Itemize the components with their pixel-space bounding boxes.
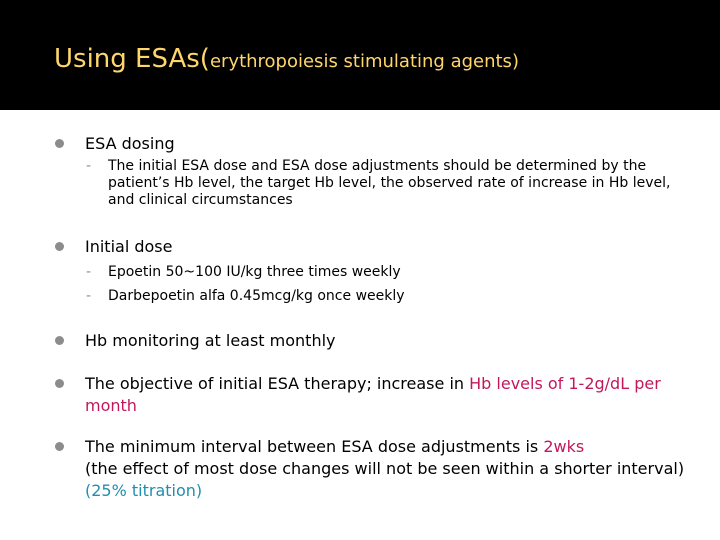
bullet-dot: [55, 139, 64, 148]
bullet-dot: [55, 336, 64, 345]
interval-text: The minimum interval between ESA dose adjustments is: [85, 437, 544, 456]
bullet-dot: [55, 442, 64, 451]
bullet-dot: [55, 379, 64, 388]
bullet-label: Initial dose: [85, 237, 173, 256]
bullet-initial-dose: [55, 236, 685, 258]
slide-title: [54, 44, 519, 74]
dash-marker: -: [86, 264, 92, 280]
bullet-objective: [55, 373, 685, 417]
bullet-esa-dosing: [55, 133, 685, 155]
bullet-label: ESA dosing: [85, 134, 175, 153]
bullet-minimum-interval: [55, 436, 685, 502]
bullet-dot: [55, 242, 64, 251]
sub-bullet-text: The initial ESA dose and ESA dose adjustments should be determined by the patient’s Hb level, the target Hb level, the observed rate of increase in Hb level, and clinical circumstances: [108, 158, 671, 208]
hb-target-highlight: Hb levels of 1-2g/dL per month: [85, 374, 661, 415]
sub-bullet-dose-determination: [86, 158, 686, 209]
interval-highlight: 2wks: [543, 437, 585, 456]
sub-bullet-darbepoetin: [86, 288, 686, 305]
interval-note: (the effect of most dose changes will not be seen within a shorter interval): [85, 459, 685, 478]
bullet-label: Hb monitoring at least monthly: [85, 331, 336, 350]
title-bar: [0, 0, 720, 110]
titration-highlight: (25% titration): [85, 481, 203, 500]
title-sub: erythropoiesis stimulating agents): [209, 51, 519, 72]
bullet-text: [85, 373, 685, 417]
sub-bullet-text: Epoetin 50~100 IU/kg three times weekly: [108, 264, 401, 280]
title-main: Using ESAs(: [54, 44, 210, 74]
objective-text: The objective of initial ESA therapy; increase in: [85, 374, 470, 393]
dash-marker: -: [86, 288, 92, 304]
sub-bullet-text: Darbepoetin alfa 0.45mcg/kg once weekly: [108, 288, 405, 304]
bullet-text: [85, 436, 685, 502]
sub-bullet-epoetin: [86, 264, 686, 281]
bullet-hb-monitoring: [55, 330, 685, 352]
dash-marker: -: [86, 158, 92, 174]
